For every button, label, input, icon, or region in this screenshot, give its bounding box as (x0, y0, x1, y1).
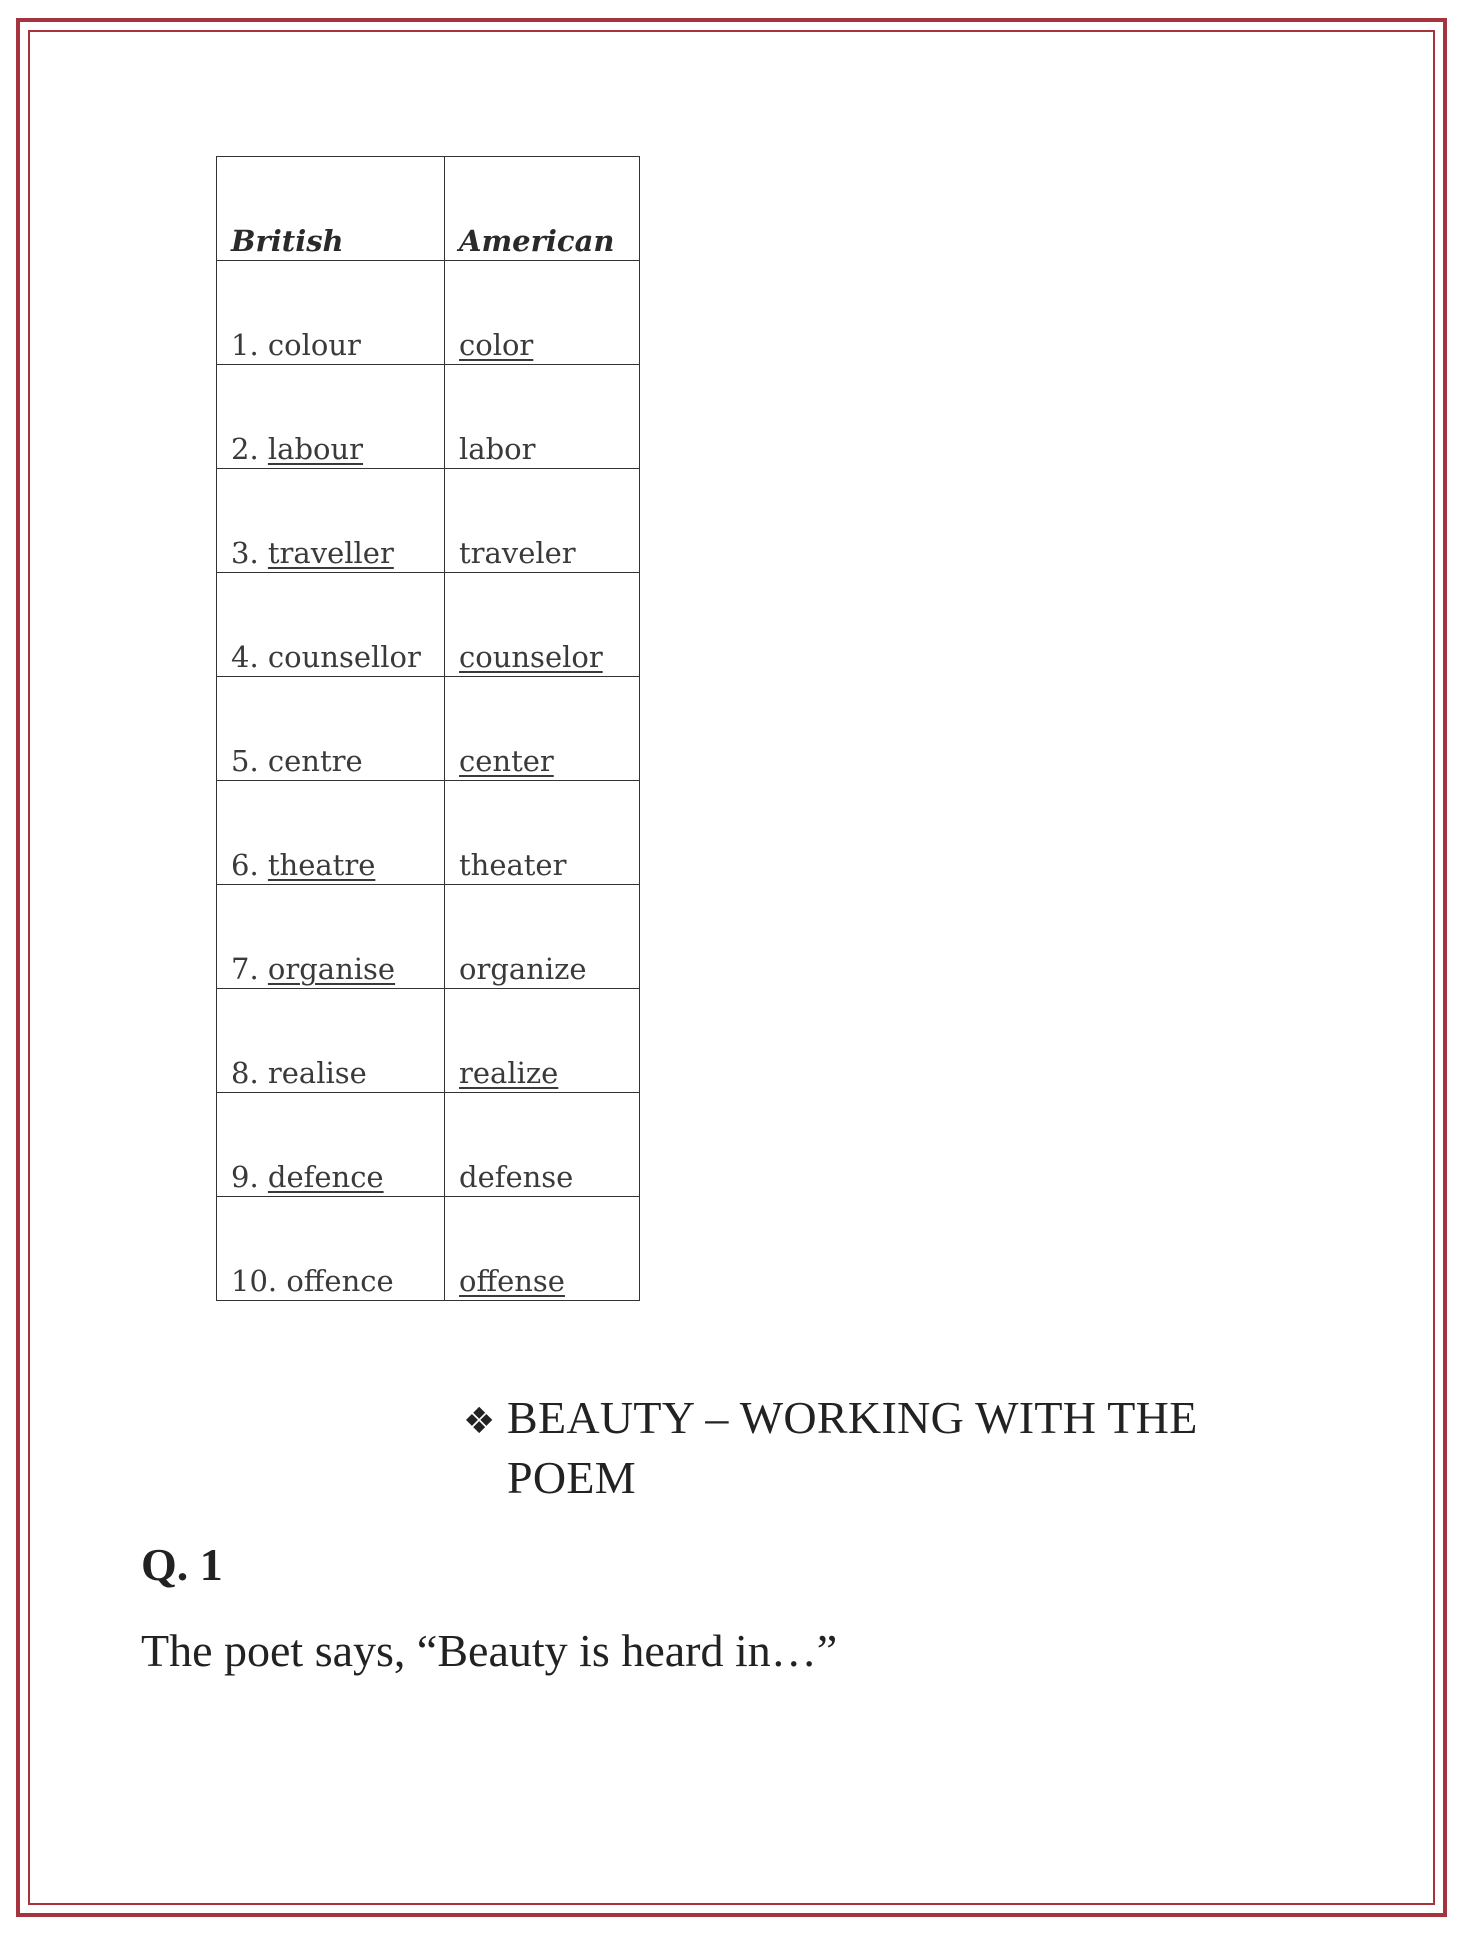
table-row (217, 989, 640, 1093)
american-word: traveler (459, 536, 576, 570)
table-row (217, 469, 640, 573)
american-word: organize (459, 952, 587, 986)
table-row (217, 885, 640, 989)
british-cell (217, 781, 445, 885)
row-number: 4. (231, 640, 259, 674)
american-cell (445, 781, 640, 885)
british-cell (217, 989, 445, 1093)
american-cell (445, 1197, 640, 1301)
british-cell (217, 365, 445, 469)
row-number: 2. (231, 432, 259, 466)
american-word: labor (459, 432, 536, 466)
question-text: The poet says, “Beauty is heard in…” (141, 1625, 838, 1676)
row-number: 3. (231, 536, 259, 570)
heading-line-2: POEM (507, 1452, 637, 1503)
table-header-row (217, 157, 640, 261)
british-word: labour (267, 432, 364, 466)
american-cell (445, 365, 640, 469)
table-row (217, 1093, 640, 1197)
british-word: colour (267, 328, 361, 362)
british-word: realise (267, 1056, 367, 1090)
american-word: realize (459, 1056, 559, 1090)
british-word: counsellor (267, 640, 421, 674)
american-word: color (459, 328, 534, 362)
american-cell (445, 989, 640, 1093)
british-word: theatre (267, 848, 376, 882)
british-cell (217, 1093, 445, 1197)
british-word: traveller (267, 536, 394, 570)
british-cell (217, 885, 445, 989)
table-row (217, 677, 640, 781)
table-row (217, 365, 640, 469)
british-word: organise (267, 952, 396, 986)
american-cell (445, 1093, 640, 1197)
american-word: theater (459, 848, 567, 882)
british-word: centre (267, 744, 363, 778)
row-number: 5. (231, 744, 259, 778)
british-cell (217, 261, 445, 365)
british-cell (217, 677, 445, 781)
row-number: 9. (231, 1160, 259, 1194)
british-cell (217, 469, 445, 573)
american-cell (445, 469, 640, 573)
heading-line-1: BEAUTY – WORKING WITH THE (507, 1392, 1198, 1443)
american-word: offense (459, 1264, 565, 1298)
british-cell (217, 1197, 445, 1301)
table-row (217, 781, 640, 885)
british-cell (217, 573, 445, 677)
british-word: defence (267, 1160, 384, 1194)
row-number: 7. (231, 952, 259, 986)
american-word: counselor (459, 640, 603, 674)
table-row (217, 261, 640, 365)
british-word: offence (286, 1264, 394, 1298)
american-word: defense (459, 1160, 574, 1194)
section-heading (463, 1390, 1198, 1506)
table-row (217, 1197, 640, 1301)
british-american-table (216, 156, 640, 1301)
header-british: British (217, 157, 445, 261)
row-number: 8. (231, 1056, 259, 1090)
diamond-bullet-icon: ❖ (463, 1401, 496, 1442)
row-number: 6. (231, 848, 259, 882)
header-american: American (445, 157, 640, 261)
row-number: 1. (231, 328, 259, 362)
american-cell (445, 677, 640, 781)
row-number: 10. (231, 1264, 278, 1298)
american-word: center (459, 744, 554, 778)
question-label: Q. 1 (141, 1539, 223, 1590)
american-cell (445, 261, 640, 365)
table-row (217, 573, 640, 677)
american-cell (445, 573, 640, 677)
american-cell (445, 885, 640, 989)
